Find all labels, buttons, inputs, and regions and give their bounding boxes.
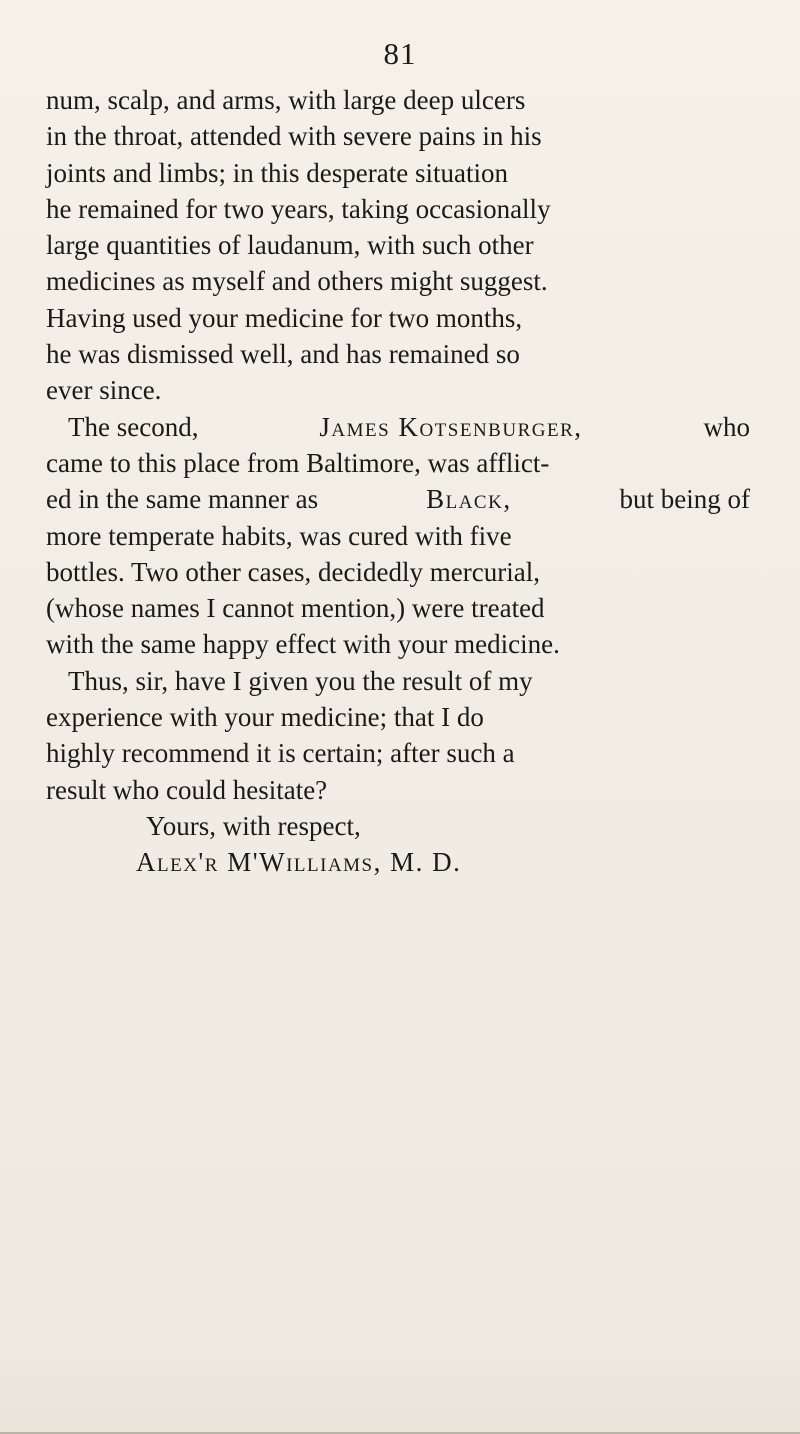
body-text [46,82,750,881]
text-line [46,554,750,590]
page-number: 81 [383,36,417,71]
text-line [46,663,750,699]
text-line [46,409,750,445]
text-line-content: came to this place from Baltimore, was afflict- [46,447,550,478]
text-line [46,336,750,372]
text-line [46,227,750,263]
text-line-content: in the throat, attended with severe pains in his [46,121,542,152]
text-line-content: result who could hesitate? [46,774,328,805]
person-name-kotsenburger: James Kotsenburger, [319,411,583,442]
text-line-content: he was dismissed well, and has remained so [46,339,520,370]
text-line-content: medicines as myself and others might suggest. [46,266,548,297]
text-line [46,772,750,808]
text-line-content: large quantities of laudanum, with such other [46,230,534,261]
valediction-text: Yours, with respect, [146,810,361,841]
text-segment: who [703,411,750,442]
valediction [46,808,750,844]
text-line [46,518,750,554]
text-line [46,155,750,191]
text-line-content: highly recommend it is certain; after such a [46,738,515,769]
text-line [46,626,750,662]
text-line-content: he remained for two years, taking occasionally [46,193,551,224]
text-line-content: with the same happy effect with your medicine. [46,629,560,660]
text-line [46,263,750,299]
text-line-content: Thus, sir, have I given you the result of my [68,665,533,696]
person-name-black: Black, [426,484,512,515]
signature [46,844,750,880]
text-line-content: (whose names I cannot mention,) were treated [46,593,545,624]
text-line-content: Having used your medicine for two months, [46,302,523,333]
page-bottom-shade [0,1344,800,1434]
text-line [46,481,750,517]
text-segment: ed in the same manner as [46,484,319,515]
text-line-content: experience with your medicine; that I do [46,702,484,733]
text-line-content: num, scalp, and arms, with large deep ulcers [46,85,526,115]
text-line [46,118,750,154]
signature-text: Alex'r M'Williams, M. D. [136,847,462,878]
text-line [46,445,750,481]
text-line [46,300,750,336]
text-line-content: ever since. [46,375,162,406]
text-line [46,372,750,408]
text-segment: The second, [68,411,199,442]
text-line [46,82,750,118]
text-line [46,590,750,626]
text-line-content: joints and limbs; in this desperate situation [46,157,508,188]
text-segment: but being of [619,484,750,515]
text-line [46,699,750,735]
text-line-content: bottles. Two other cases, decidedly mercurial, [46,556,540,587]
text-line-content: more temperate habits, was cured with five [46,520,512,551]
text-line [46,735,750,771]
text-line [46,191,750,227]
